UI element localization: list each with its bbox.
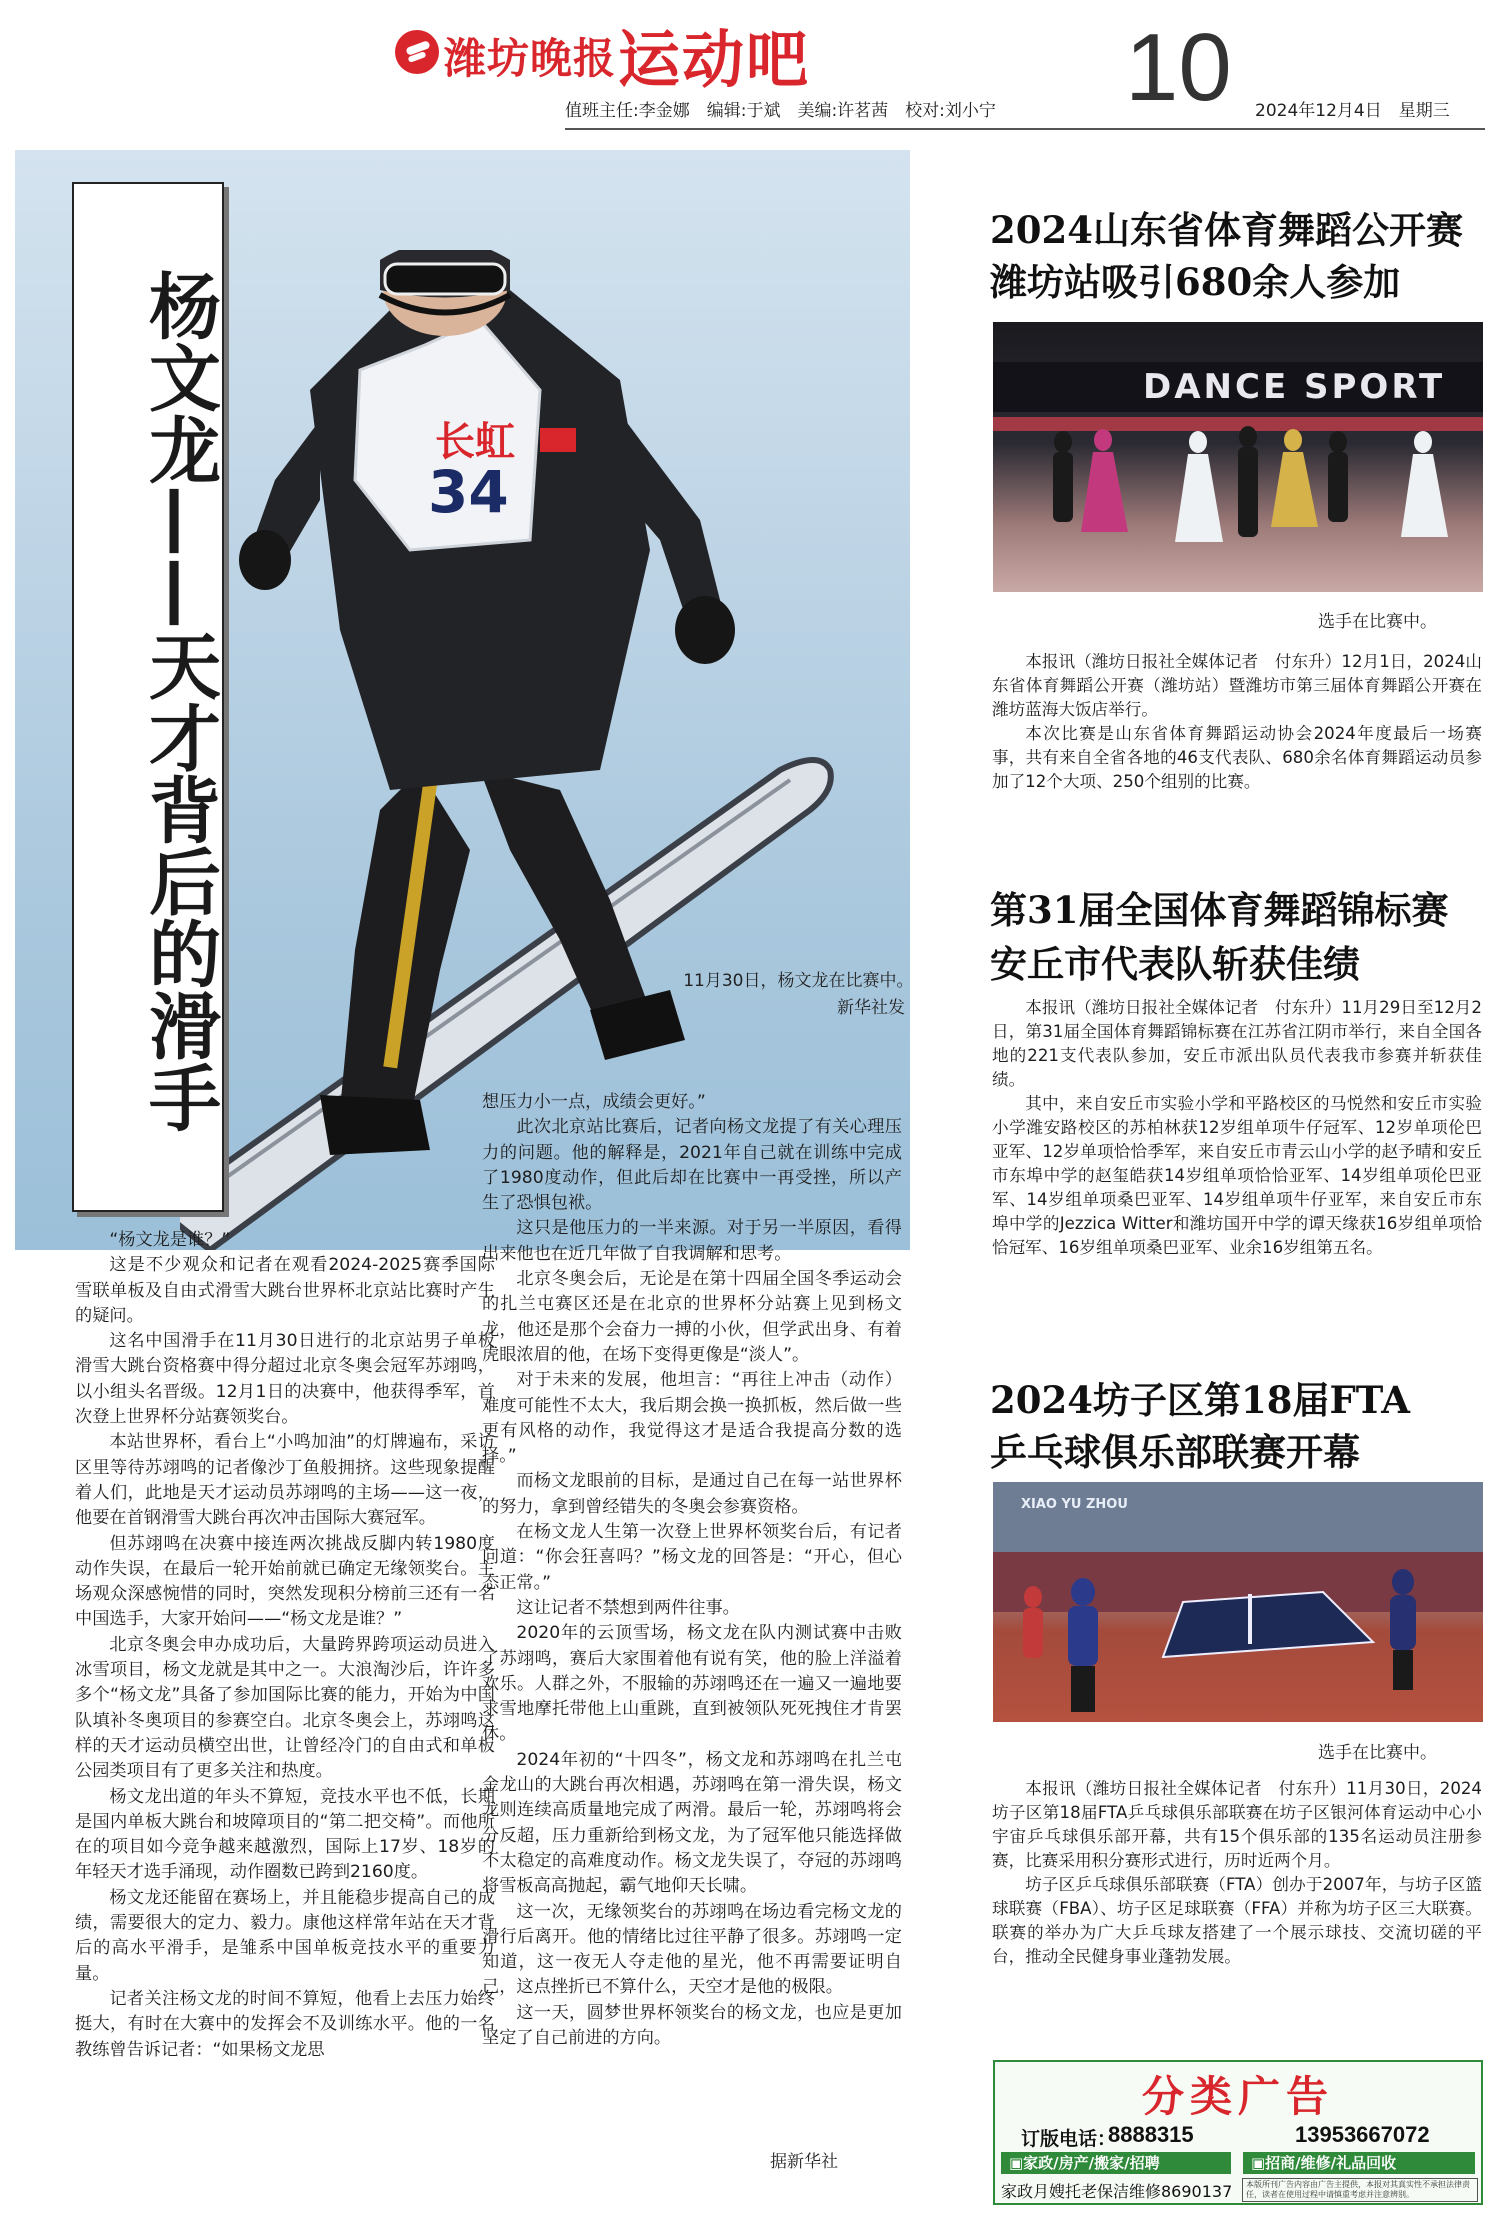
paragraph: 2020年的云顶雪场，杨文龙在队内测试赛中击败了苏翊鸣，赛后大家围着他有说有笑，他的脸上洋溢着欢乐。人群之外，不服输的苏翊鸣还在一遍又一遍地要求雪地摩托带他上山重跳，直到被领队死死拽住才肯罢休。 bbox=[482, 1623, 902, 1745]
ad-category-2: ▣招商/维修/礼品回收 bbox=[1243, 2152, 1475, 2174]
feature-headline-box bbox=[72, 182, 224, 1212]
dance-photo-illustration bbox=[993, 322, 1483, 592]
paragraph: 而杨文龙眼前的目标，是通过自己在每一站世界杯的努力，拿到曾经错失的冬奥会参赛资格。 bbox=[482, 1471, 902, 1517]
paper-name: 潍坊晚报 bbox=[444, 34, 617, 83]
paragraph: 本次比赛是山东省体育舞蹈运动协会2024年度最后一场赛事，共有来自全省各地的46支代表队、680余名体育舞蹈运动员参加了12个大项、250个组别的比赛。 bbox=[992, 724, 1482, 791]
feature-byline: 据新华社 bbox=[770, 2152, 838, 2172]
paragraph: 本报讯（潍坊日报社全媒体记者 付东升）11月29日至12月2日，第31届全国体育舞蹈锦标赛在江苏省江阴市举行，来自全国各地的221支代表队参加，安丘市派出队员代表我市参赛并斩获佳绩。 bbox=[992, 998, 1482, 1089]
article1-headline-line1: 2024山东省体育舞蹈公开赛 bbox=[990, 208, 1463, 252]
dance-photo bbox=[993, 322, 1483, 592]
date-line: 2024年12月4日 星期三 bbox=[1255, 101, 1450, 121]
bib-sponsor: 长虹 bbox=[435, 419, 515, 465]
masthead bbox=[0, 0, 1500, 135]
paragraph: 本站世界杯，看台上“小鸣加油”的灯牌遍布，采访区里等待苏翊鸣的记者像沙丁鱼般拥挤。这些现象提醒着人们，此地是天才运动员苏翊鸣的主场——这一夜，他要在首钢滑雪大跳台再次冲击国际大赛冠军。 bbox=[75, 1432, 495, 1529]
paragraph: 杨文龙出道的年头不算短，竞技水平也不低，长期是国内单板大跳台和坡障项目的“第二把交椅”。而他所在的项目如今竞争越来越激烈，国际上17岁、18岁的年轻天才选手涌现，动作圈数已跨到2160度。 bbox=[75, 1786, 495, 1883]
page-number: 10 bbox=[1125, 14, 1232, 121]
paragraph: 本报讯（潍坊日报社全媒体记者 付东升）12月1日，2024山东省体育舞蹈公开赛（潍坊站）暨潍坊市第三届体育舞蹈公开赛在潍坊蓝海大饭店举行。 bbox=[992, 652, 1482, 719]
article3-body bbox=[992, 1777, 1482, 1969]
paragraph: 这名中国滑手在11月30日进行的北京站男子单板滑雪大跳台资格赛中得分超过北京冬奥会冠军苏翊鸣，以小组头名晋级。12月1日的决赛中，他获得季军，首次登上世界杯分站赛领奖台。 bbox=[75, 1331, 495, 1428]
paragraph: 坊子区乒乓球俱乐部联赛（FTA）创办于2007年，与坊子区篮球联赛（FBA）、坊子区足球联赛（FFA）并称为坊子区三大联赛。联赛的举办为广大乒乓球友搭建了一个展示球技、交流切磋的平台，推动全民健身事业蓬勃发展。 bbox=[992, 1875, 1482, 1966]
ad-category-1: ▣家政/房产/搬家/招聘 bbox=[1001, 2152, 1231, 2174]
paragraph: 这让记者不禁想到两件往事。 bbox=[516, 1597, 740, 1618]
article1-headline-line2: 潍坊站吸引680余人参加 bbox=[990, 260, 1401, 304]
paragraph: 此次北京站比赛后，记者向杨文龙提了有关心理压力的问题。他的解释是，2021年自己就在训练中完成了1980度动作，但此后却在比赛中一再受挫，所以产生了恐惧包袱。 bbox=[482, 1117, 902, 1214]
pingpong-banner-text: XIAO YU ZHOU bbox=[1021, 1497, 1128, 1512]
paragraph: 想压力小一点，成绩会更好。” bbox=[482, 1092, 706, 1112]
pingpong-photo bbox=[993, 1482, 1483, 1722]
newspaper-logo-icon bbox=[395, 30, 439, 74]
article3-headline-line1: 2024坊子区第18届FTA bbox=[990, 1378, 1410, 1422]
paragraph: 这只是他压力的一半来源。对于另一半原因，看得出来他也在近几年做了自我调解和思考。 bbox=[482, 1218, 902, 1264]
paragraph: 但苏翊鸣在决赛中接连两次挑战反脚内转1980度动作失误，在最后一轮开始前就已确定无缘领奖台。主场观众深感惋惜的同时，突然发现积分榜前三还有一名中国选手，大家开始问——“杨文龙是谁？” bbox=[75, 1533, 495, 1630]
paragraph: 记者关注杨文龙的时间不算短，他看上去压力始终挺大，有时在大赛中的发挥会不及训练水平。他的一名教练曾告诉记者：“如果杨文龙思 bbox=[75, 1988, 495, 2060]
paragraph: “杨文龙是谁？” bbox=[109, 1230, 231, 1250]
masthead-rule bbox=[565, 128, 1485, 130]
paragraph: 对于未来的发展，他坦言：“再往上冲击（动作）难度可能性不太大，我后期会换一换抓板，然后做一些更有风格的动作，我觉得这才是适合我提高分数的选择。” bbox=[482, 1370, 902, 1467]
classified-ad bbox=[993, 2060, 1483, 2205]
paragraph: 本报讯（潍坊日报社全媒体记者 付东升）11月30日，2024坊子区第18届FTA乒乓球俱乐部联赛在坊子区银河体育运动中心小宇宙乒乓球俱乐部开幕，共有15个俱乐部的135名运动员注册参赛，比赛采用积分赛形式进行，历时近两个月。 bbox=[992, 1779, 1482, 1870]
section-name: 运动吧 bbox=[618, 23, 811, 96]
dance-banner-text: DANCE SPORT bbox=[1143, 367, 1446, 407]
flag-icon bbox=[540, 428, 576, 452]
paragraph: 北京冬奥会后，无论是在第十四届全国冬季运动会的扎兰屯赛区还是在北京的世界杯分站赛上见到杨文龙，他还是那个会奋力一搏的小伙，但学武出身、有着虎眼浓眉的他，在场下变得更像是“淡人”。 bbox=[482, 1269, 902, 1365]
paragraph: 其中，来自安丘市实验小学和平路校区的马悦然和安丘市实验小学潍安路校区的苏柏林获12岁组单项牛仔冠军、12岁单项伦巴亚军、12岁单项恰恰季军，来自安丘市青云山小学的赵予晴和安丘市东埠中学的赵玺皓获14岁组单项恰恰亚军、14岁组单项伦巴亚军、14岁组单项桑巴亚军、14岁组单项牛仔亚军，来自安丘市东埠中学的Jezzica Witter和潍坊国开中学的谭天缘获16岁组单项恰恰冠军、16岁组单项桑巴亚军、业余16岁组第五名。 bbox=[992, 1094, 1482, 1257]
paragraph: 这一天，圆梦世界杯领奖台的杨文龙，也应是更加坚定了自己前进的方向。 bbox=[482, 2002, 902, 2048]
paragraph: 这是不少观众和记者在观看2024-2025赛季国际雪联单板及自由式滑雪大跳台世界杯北京站比赛时产生的疑问。 bbox=[75, 1255, 495, 1326]
feature-column-2 bbox=[482, 1090, 902, 2051]
staff-line: 值班主任:李金娜 编辑:于斌 美编:许茗茜 校对:刘小宁 bbox=[565, 101, 996, 121]
paragraph: 在杨文龙人生第一次登上世界杯领奖台后，有记者问道：“你会狂喜吗？”杨文龙的回答是：“开心，但心态正常。” bbox=[482, 1522, 902, 1593]
article2-body bbox=[992, 996, 1482, 1260]
paragraph: 北京冬奥会申办成功后，大量跨界跨项运动员进入冰雪项目，杨文龙就是其中之一。大浪淘沙后，许许多多个“杨文龙”具备了参加国际比赛的能力，开始为中国队填补冬奥项目的参赛空白。北京冬奥会上，苏翊鸣这样的天才运动员横空出世，让曾经冷门的自由式和单板公园类项目有了更多关注和热度。 bbox=[75, 1634, 495, 1782]
feature-column-1 bbox=[75, 1228, 495, 2063]
ad-phone-2: 13953667072 bbox=[1295, 2122, 1430, 2147]
ad-title: 分类广告 bbox=[1141, 2072, 1334, 2121]
ad-phone-label: 订版电话： bbox=[1021, 2128, 1117, 2150]
dance-photo-caption: 选手在比赛中。 bbox=[1318, 612, 1437, 632]
feature-photo-caption: 11月30日，杨文龙在比赛中。 新华社发 bbox=[683, 971, 922, 1018]
paragraph: 这一次，无缘领奖台的苏翊鸣在场边看完杨文龙的滑行后离开。他的情绪比过往平静了很多。苏翊鸣一定知道，这一夜无人夺走他的星光，他不再需要证明自己，这点挫折已不算什么，天空才是他的极限。 bbox=[482, 1901, 902, 1998]
ad-service-listing: 家政月嫂托老保洁维修8690137 bbox=[1001, 2182, 1233, 2201]
article1-body bbox=[992, 650, 1482, 794]
ad-phone-1: 8888315 bbox=[1108, 2122, 1194, 2147]
article2-headline-line1: 第31届全国体育舞蹈锦标赛 bbox=[990, 888, 1449, 932]
ad-disclaimer: 本版所刊广告内容由广告主提供，本报对其真实性不承担法律责任，读者在使用过程中请慎重考虑并注意辨别。 bbox=[1242, 2178, 1478, 2202]
pingpong-photo-illustration bbox=[993, 1482, 1483, 1722]
feature-headline: 杨文龙——天才背后的滑手 bbox=[137, 269, 221, 1133]
paragraph: 杨文龙还能留在赛场上，并且能稳步提高自己的成绩，需要很大的定力、毅力。康他这样常年站在天才背后的高水平滑手，是雏系中国单板竞技水平的重要力量。 bbox=[75, 1887, 495, 1984]
article3-headline-line2: 乒乓球俱乐部联赛开幕 bbox=[990, 1430, 1360, 1474]
paragraph: 2024年初的“十四冬”，杨文龙和苏翊鸣在扎兰屯金龙山的大跳台再次相遇，苏翊鸣在第一滑失误，杨文龙则连续高质量地完成了两滑。最后一轮，苏翊鸣将会分反超，压力重新给到杨文龙，为了冠军他只能选择做不太稳定的高难度动作。杨文龙失误了，夺冠的苏翊鸣将雪板高高抛起，霸气地仰天长啸。 bbox=[482, 1749, 902, 1897]
bib-number: 34 bbox=[428, 458, 509, 526]
pingpong-photo-caption: 选手在比赛中。 bbox=[1318, 1743, 1437, 1763]
article2-headline-line2: 安丘市代表队斩获佳绩 bbox=[990, 942, 1360, 986]
